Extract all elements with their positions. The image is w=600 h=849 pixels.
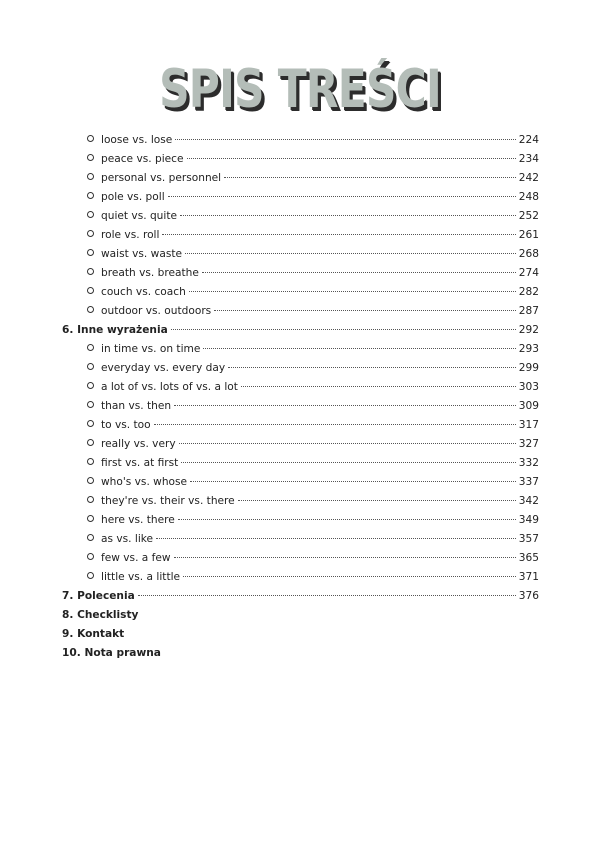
dot-leader <box>168 196 516 197</box>
toc-entry-label: a lot of vs. lots of vs. a lot <box>101 381 238 393</box>
toc-entry-label: 7. Polecenia <box>62 590 135 602</box>
toc-page-number: 332 <box>518 457 539 469</box>
bullet-circle-icon <box>87 306 94 313</box>
toc-entry-label: 8. Checklisty <box>62 609 139 621</box>
dot-leader <box>174 405 516 406</box>
bullet-circle-icon <box>87 173 94 180</box>
toc-entry[interactable] <box>62 226 539 245</box>
toc-entry[interactable] <box>62 473 539 492</box>
toc-entry[interactable] <box>62 264 539 283</box>
toc-entry-label: breath vs. breathe <box>101 267 199 279</box>
toc-page-number: 242 <box>518 172 539 184</box>
dot-leader <box>224 177 516 178</box>
toc-entry[interactable] <box>62 131 539 150</box>
toc-entry-label: here vs. there <box>101 514 175 526</box>
bullet-circle-icon <box>87 363 94 370</box>
toc-entry-label: little vs. a little <box>101 571 181 583</box>
dot-leader <box>189 291 516 292</box>
toc-entry[interactable] <box>62 245 539 264</box>
dot-leader <box>174 557 516 558</box>
toc-page-number: 376 <box>518 590 539 602</box>
toc-section[interactable] <box>62 321 539 340</box>
toc-entry-label: as vs. like <box>101 533 154 545</box>
dot-leader <box>187 158 516 159</box>
toc-entry-label: who's vs. whose <box>101 476 188 488</box>
toc-entry[interactable] <box>62 378 539 397</box>
dot-leader <box>181 462 515 463</box>
toc-entry-label: in time vs. on time <box>101 343 201 355</box>
dot-leader <box>214 310 516 311</box>
toc-entry-label: everyday vs. every day <box>101 362 226 374</box>
toc-page-number: 342 <box>518 495 539 507</box>
dot-leader <box>185 253 516 254</box>
dot-leader <box>171 329 516 330</box>
toc-page-number: 299 <box>518 362 539 374</box>
toc-entry[interactable] <box>62 549 539 568</box>
toc-entry-label: role vs. roll <box>101 229 160 241</box>
toc-entry-label: few vs. a few <box>101 552 171 564</box>
toc-entry[interactable] <box>62 359 539 378</box>
toc-section[interactable] <box>62 587 539 606</box>
toc-section[interactable] <box>62 625 539 644</box>
bullet-circle-icon <box>87 154 94 161</box>
bullet-circle-icon <box>87 344 94 351</box>
toc-entry-label: pole vs. poll <box>101 191 165 203</box>
toc-entry-label: 6. Inne wyrażenia <box>62 324 168 336</box>
toc-entry[interactable] <box>62 397 539 416</box>
toc-page-number: 274 <box>518 267 539 279</box>
toc-entry-label: 9. Kontakt <box>62 628 125 640</box>
toc-entry[interactable] <box>62 492 539 511</box>
page-title: SPIS TREŚCI <box>159 59 441 120</box>
toc-entry-label: waist vs. waste <box>101 248 183 260</box>
bullet-circle-icon <box>87 211 94 218</box>
bullet-circle-icon <box>87 458 94 465</box>
bullet-circle-icon <box>87 287 94 294</box>
bullet-circle-icon <box>87 135 94 142</box>
toc-page-number: 252 <box>518 210 539 222</box>
toc-entry[interactable] <box>62 207 539 226</box>
toc-entry-label: couch vs. coach <box>101 286 186 298</box>
bullet-circle-icon <box>87 382 94 389</box>
bullet-circle-icon <box>87 439 94 446</box>
dot-leader <box>179 443 516 444</box>
toc-page-number: 357 <box>518 533 539 545</box>
toc-entry[interactable] <box>62 188 539 207</box>
bullet-circle-icon <box>87 496 94 503</box>
dot-leader <box>138 595 516 596</box>
bullet-circle-icon <box>87 477 94 484</box>
toc-entry-label: to vs. too <box>101 419 151 431</box>
bullet-circle-icon <box>87 230 94 237</box>
toc-entry-label: first vs. at first <box>101 457 179 469</box>
toc-page-number: 309 <box>518 400 539 412</box>
dot-leader <box>178 519 516 520</box>
bullet-circle-icon <box>87 401 94 408</box>
toc-entry-label: than vs. then <box>101 400 172 412</box>
bullet-circle-icon <box>87 192 94 199</box>
toc-entry-label: quiet vs. quite <box>101 210 177 222</box>
toc-section[interactable] <box>62 606 539 625</box>
toc-entry[interactable] <box>62 454 539 473</box>
dot-leader <box>202 272 516 273</box>
toc-page-number: 234 <box>518 153 539 165</box>
toc-page-number: 365 <box>518 552 539 564</box>
toc-entry-label: outdoor vs. outdoors <box>101 305 212 317</box>
dot-leader <box>180 215 516 216</box>
toc-page-number: 371 <box>518 571 539 583</box>
toc-entry[interactable] <box>62 302 539 321</box>
toc-page-number: 292 <box>518 324 539 336</box>
toc-entry-label: 10. Nota prawna <box>62 647 161 659</box>
toc-section[interactable] <box>62 644 539 663</box>
dot-leader <box>175 139 515 140</box>
toc-page-number: 261 <box>518 229 539 241</box>
bullet-circle-icon <box>87 420 94 427</box>
dot-leader <box>183 576 516 577</box>
dot-leader <box>162 234 515 235</box>
bullet-circle-icon <box>87 553 94 560</box>
toc-entry-label: they're vs. their vs. there <box>101 495 235 507</box>
toc-entry[interactable] <box>62 530 539 549</box>
dot-leader <box>156 538 516 539</box>
toc-entry[interactable] <box>62 169 539 188</box>
toc-page-number: 248 <box>518 191 539 203</box>
toc-entry[interactable] <box>62 283 539 302</box>
bullet-circle-icon <box>87 249 94 256</box>
toc-entry[interactable] <box>62 150 539 169</box>
bullet-circle-icon <box>87 515 94 522</box>
dot-leader <box>154 424 516 425</box>
toc-entry-label: really vs. very <box>101 438 176 450</box>
toc-page-number: 349 <box>518 514 539 526</box>
toc-entry[interactable] <box>62 435 539 454</box>
bullet-circle-icon <box>87 268 94 275</box>
bullet-circle-icon <box>87 572 94 579</box>
toc-page-number: 317 <box>518 419 539 431</box>
dot-leader <box>238 500 516 501</box>
toc-entry[interactable] <box>62 416 539 435</box>
dot-leader <box>241 386 516 387</box>
toc-entry[interactable] <box>62 511 539 530</box>
toc-page-number: 337 <box>518 476 539 488</box>
toc-page-number: 287 <box>518 305 539 317</box>
toc-page-number: 303 <box>518 381 539 393</box>
dot-leader <box>228 367 516 368</box>
toc-entry-label: personal vs. personnel <box>101 172 222 184</box>
toc-page-number: 327 <box>518 438 539 450</box>
toc-entry[interactable] <box>62 340 539 359</box>
toc-page-number: 282 <box>518 286 539 298</box>
dot-leader <box>203 348 515 349</box>
toc-entry-label: peace vs. piece <box>101 153 184 165</box>
toc-entry-label: loose vs. lose <box>101 134 173 146</box>
toc-page-number: 268 <box>518 248 539 260</box>
table-of-contents <box>62 131 539 663</box>
bullet-circle-icon <box>87 534 94 541</box>
toc-page-number: 293 <box>518 343 539 355</box>
dot-leader <box>190 481 516 482</box>
toc-entry[interactable] <box>62 568 539 587</box>
toc-page-number: 224 <box>518 134 539 146</box>
